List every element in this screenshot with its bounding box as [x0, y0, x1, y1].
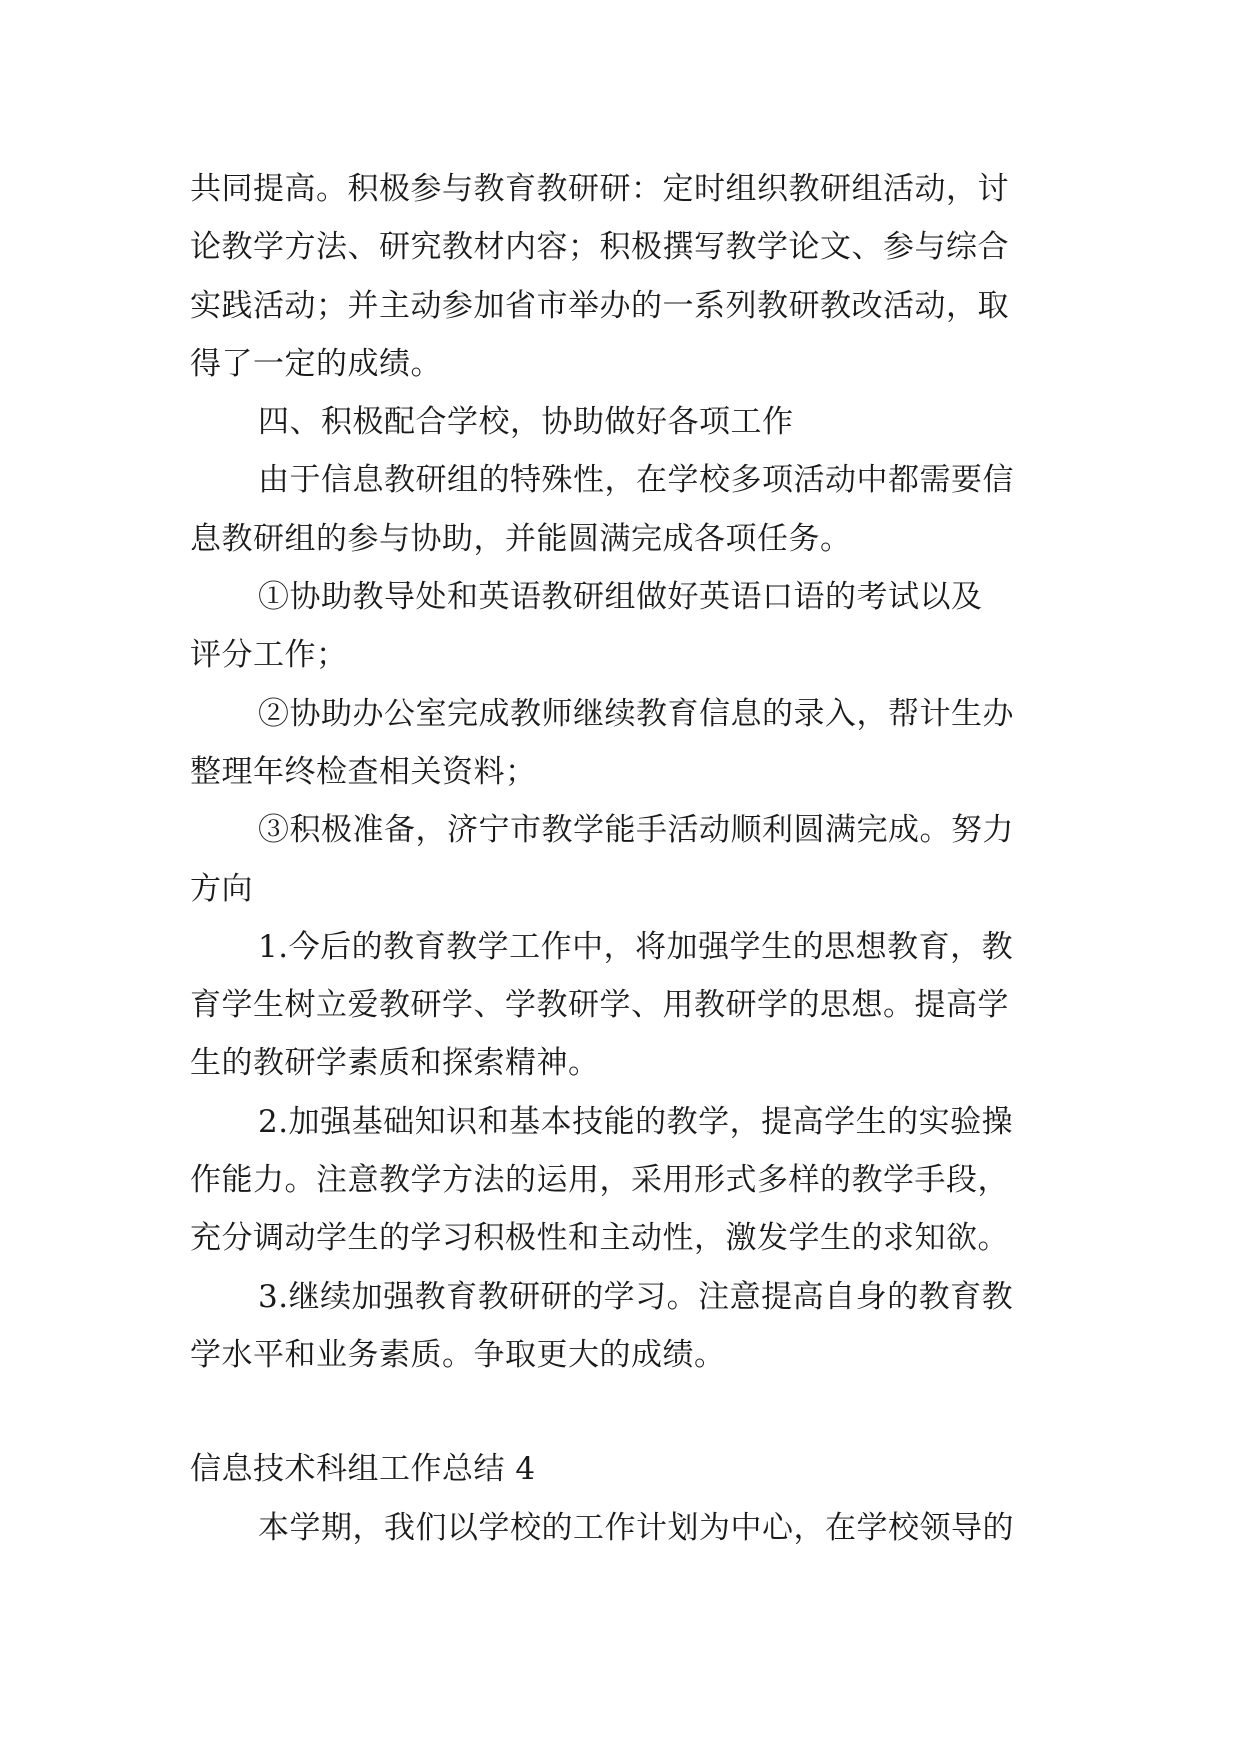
paragraph-line: 论教学方法、研究教材内容；积极撰写教学论文、参与综合 — [190, 229, 1009, 266]
paragraph-line: ①协助教导处和英语教研组做好英语口语的考试以及 — [258, 579, 983, 616]
paragraph — [190, 393, 1062, 451]
paragraph-line: 得了一定的成绩。 — [190, 345, 442, 382]
paragraph-line: 共同提高。积极参与教育教研研：定时组织教研组活动，讨 — [190, 171, 1009, 207]
document-page — [190, 160, 1062, 1557]
paragraph — [190, 1268, 1062, 1385]
paragraph-line: 学水平和业务素质。争取更大的成绩。 — [190, 1336, 726, 1373]
paragraph — [190, 1499, 1062, 1557]
paragraph — [190, 1093, 1062, 1268]
paragraph-line: 2.加强基础知识和基本技能的教学，提高学生的实验操 — [258, 1103, 1014, 1140]
paragraph — [190, 918, 1062, 1093]
paragraph-line: ②协助办公室完成教师继续教育信息的录入，帮计生办 — [258, 695, 1014, 732]
section-heading-block — [190, 1440, 1062, 1557]
paragraph-line: 1.今后的教育教学工作中，将加强学生的思想教育，教 — [258, 928, 1014, 965]
closing-paragraph — [190, 1499, 1062, 1557]
document-body — [190, 160, 1062, 1384]
paragraph-line: 实践活动；并主动参加省市举办的一系列教研教改活动，取 — [190, 287, 1009, 324]
paragraph-line: 评分工作； — [190, 637, 348, 674]
paragraph-line: 本学期，我们以学校的工作计划为中心，在学校领导的 — [258, 1509, 1014, 1546]
paragraph — [190, 160, 1062, 393]
paragraph — [190, 801, 1062, 918]
paragraph-line: 方向 — [190, 870, 253, 907]
paragraph-line: ③积极准备，济宁市教学能手活动顺利圆满完成。努力 — [258, 812, 1014, 849]
paragraph — [190, 451, 1062, 568]
paragraph-line: 育学生树立爱教研学、学教研学、用教研学的思想。提高学 — [190, 987, 1009, 1024]
paragraph-line: 整理年终检查相关资料； — [190, 753, 537, 790]
paragraph-line: 生的教研学素质和探索精神。 — [190, 1045, 600, 1082]
paragraph-line: 由于信息教研组的特殊性，在学校多项活动中都需要信 — [258, 462, 1014, 499]
paragraph-line: 3.继续加强教育教研研的学习。注意提高自身的教育教 — [258, 1278, 1014, 1315]
section-title: 信息技术科组工作总结 4 — [190, 1451, 536, 1488]
paragraph — [190, 685, 1062, 802]
paragraph-line: 四、积极配合学校，协助做好各项工作 — [258, 404, 794, 441]
paragraph-line: 息教研组的参与协助，并能圆满完成各项任务。 — [190, 520, 852, 557]
paragraph — [190, 568, 1062, 685]
paragraph-line: 充分调动学生的学习积极性和主动性，激发学生的求知欲。 — [190, 1220, 1009, 1257]
paragraph-line: 作能力。注意教学方法的运用，采用形式多样的教学手段， — [190, 1162, 1009, 1199]
